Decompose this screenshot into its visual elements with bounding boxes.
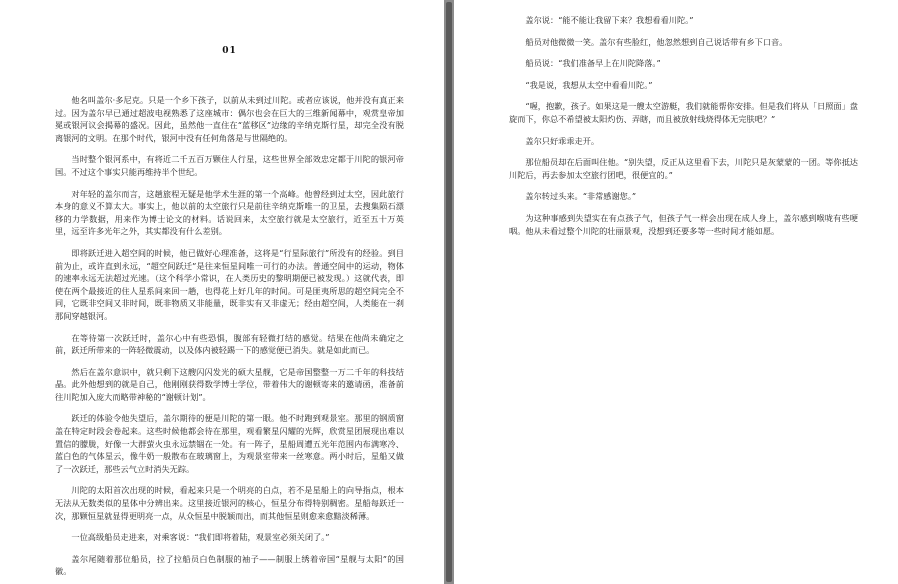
paragraph: “我是说，我想从太空中看看川陀。” xyxy=(525,79,653,90)
paragraph: 盖尔只好乖乖走开。 xyxy=(525,135,600,146)
paragraph: 盖尔转过头来。“非常感谢您。” xyxy=(525,191,637,202)
paragraph: 那位船员却在后面叫住他。“别失望，反正从这里看下去，川陀只是灰蒙蒙的一团。等你抵达川陀后，再去参加太空旅行团吧，很便宜的。” xyxy=(509,157,858,180)
paragraph: 在等待第一次跃迁时，盖尔心中有些恐惧，腹部有轻微打结的感觉。结果在他尚未确定之前，跃迁所带来的一阵轻微震动，以及体内被轻踢一下的感觉便已消失。就是如此而已。 xyxy=(55,332,404,356)
page-content-right xyxy=(509,0,858,237)
paragraph: 盖尔说：“能不能让我留下来？我想看看川陀。” xyxy=(525,15,694,25)
page-content-left xyxy=(55,94,404,578)
paragraph: “喔，抱歉，孩子。如果这是一艘太空游艇，我们就能帮你安排。但是我们将从「日照面」盘旋而下，你总不希望被太阳灼伤、弄瞎，而且被放射线烧得体无完肤吧？” xyxy=(509,101,858,124)
paragraph: 对年轻的盖尔而言，这趟旅程无疑是他学术生涯的第一个高峰。他曾经到过太空，因此旅行本身的意义不算太大。事实上，他以前的太空旅行只是前往辛纳克斯唯一的卫星，去搜集陨石漂移的力学数据，用来作为博士论文的材料。话说回来，太空旅行就是太空旅行，近至五十万英里，远至许多光年之外，其实都没有什么差别。 xyxy=(55,188,404,237)
paragraph: 为这种事感到失望实在有点孩子气，但孩子气一样会出现在成人身上，盖尔感到喉咙有些哽咽。他从未看过整个川陀的壮丽景观，没想到还要多等一些时间才能如愿。 xyxy=(509,212,858,236)
paragraph: 即将跃迁进入超空间的时候，他已做好心理准备，这将是“行星际旅行”所没有的经验。到目前为止，或许直到永远，“超空间跃迁”是往来恒星间唯一可行的办法。普通空间中的运动，物体的速率永远无法超过光速。（这个科学小常识，在人类历史的黎明期便已被发现。）这就代表，即使在两个最接近的住人星系间来回一趟，也得花上好几年的时间。可是匪夷所思的超空间完全不同，它既非空间又非时间，既非物质又非能量，既非实有又非虚无；经由超空间，人类能在一刹那间穿越银河。 xyxy=(55,247,404,321)
paragraph: 船员对他微微一笑。盖尔有些脸红，他忽然想到自己说话带有乡下口音。 xyxy=(525,36,788,47)
scrollbar-thumb[interactable] xyxy=(446,2,452,582)
paragraph: 然后在盖尔意识中，就只剩下这艘闪闪发光的硕大星舰，它是帝国整整一万二千年的科技结晶。此外他想到的就是自己，他刚刚获得数学博士学位，带着伟大的谢顿寄来的邀请函，准备前往川陀加入庞大而略带神秘的“谢顿计划”。 xyxy=(55,366,404,402)
chapter-heading: 01 xyxy=(222,46,237,56)
document-page-left xyxy=(0,0,444,584)
paragraph: 盖尔尾随着那位船员，拉了拉船员白色制服的袖子——制服上绣着帝国“星舰与太阳”的国徽。 xyxy=(55,553,404,577)
paragraph: 跃迁的体验令他失望后，盖尔期待的便是川陀的第一眼。他不时跑到观景室。那里的钢质窗盖在特定时段会卷起来。这些时候他都会待在那里，观看繁星闪耀的光辉，欣赏星团展现出难以置信的朦胧，好像一大群萤火虫永远禁锢在一处。有一阵子，星船周遭五光年范围内布满寒冷、蓝白色的气体星云，像牛奶一般散布在玻璃窗上，为观景室带来一丝寒意。两小时后，星船又做了一次跃迁，那些云气立时消失无踪。 xyxy=(55,413,404,474)
paragraph: 一位高级船员走进来，对乘客说：“我们即将着陆，观景室必须关闭了。” xyxy=(71,532,330,543)
document-page-right xyxy=(454,0,898,584)
paragraph: 他名叫盖尔·多尼克。只是一个乡下孩子，以前从未到过川陀。或者应该说，他并没有真正来过。因为盖尔早已通过超波电视熟悉了这座城市：偶尔也会在巨大的三维新闻幕中，观赏皇帝加冕或银河议会揭幕的盛况。因此，虽然他一直住在“蓝移区”边缘的辛纳克斯行星，却完全没有脱离银河的文明。在那个时代，银河中没有任何角落是与世隔绝的。 xyxy=(55,95,404,143)
paragraph: 当时整个银河系中，有将近二千五百万颗住人行星，这些世界全部效忠定都于川陀的银河帝国。不过这个事实只能再维持半个世纪。 xyxy=(55,154,404,177)
paragraph: 川陀的太阳首次出现的时候，看起来只是一个明亮的白点，若不是星船上的向导指点，根本无法从无数类似的星体中分辨出来。这里接近银河的核心，恒星分布得特别稠密。星船每跃迁一次，那颗恒星就显得更明亮一点，从众恒星中脱颖而出，而其他恒星则愈来愈黯淡稀薄。 xyxy=(55,485,404,521)
scrollbar[interactable] xyxy=(444,0,454,584)
paragraph: 船员说：“我们准备早上在川陀降落。” xyxy=(525,58,661,69)
